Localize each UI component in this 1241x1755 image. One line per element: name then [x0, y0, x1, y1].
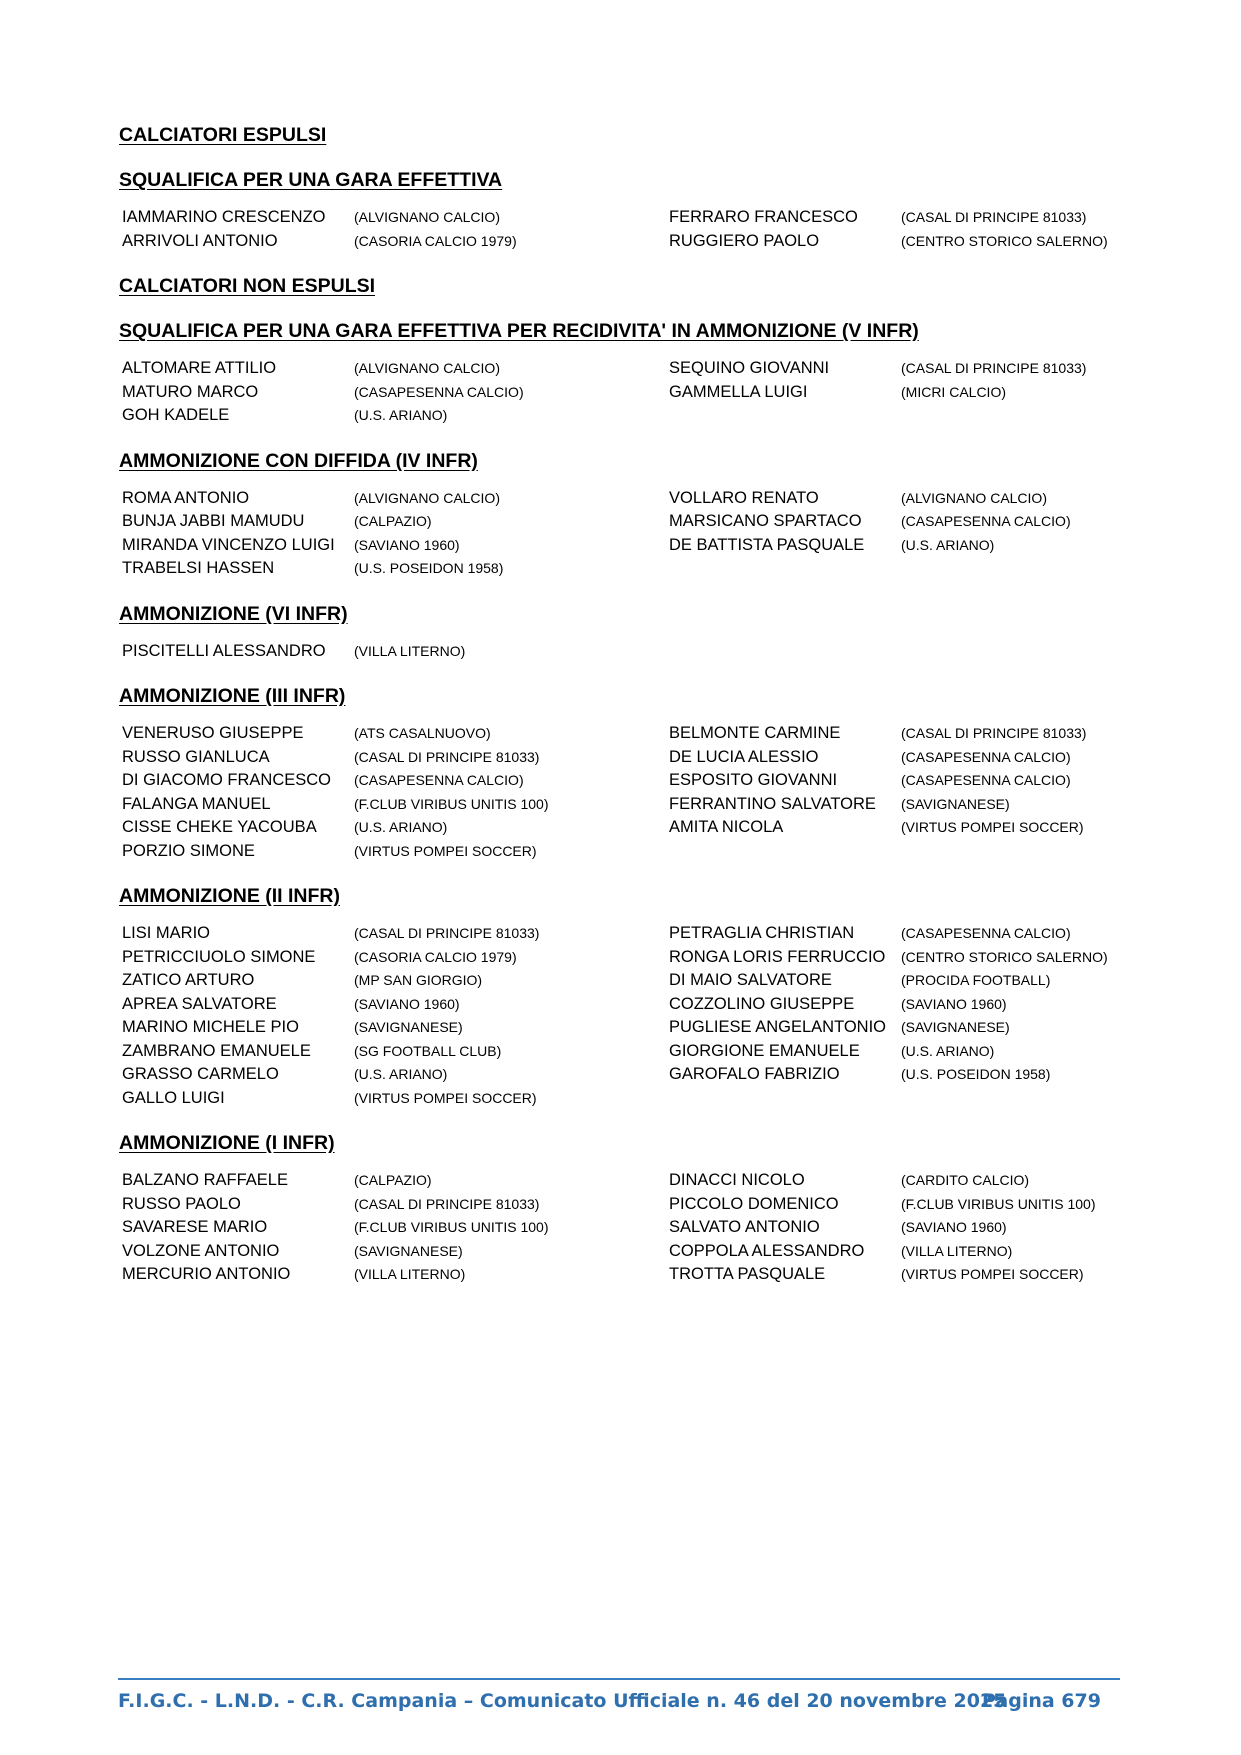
player-name: DI GIACOMO FRANCESCO: [122, 771, 332, 789]
document-body: [119, 123, 1119, 1308]
empty-cell: [669, 404, 901, 428]
player-club: (ALVIGNANO CALCIO): [354, 209, 500, 225]
player-name: MARINO MICHELE PIO: [122, 1018, 299, 1036]
player-club: (SG FOOTBALL CLUB): [354, 1042, 502, 1059]
footer-publication: F.I.G.C. - L.N.D. - C.R. Campania – Comunicato Ufficiale n. 46 del 20 novembre 2025: [118, 1690, 1007, 1712]
player-club: (CALPAZIO): [354, 513, 432, 529]
player-name: PISCITELLI ALESSANDRO: [122, 641, 326, 660]
player-club: (CASAL DI PRINCIPE 81033): [354, 748, 540, 765]
player-club: (ATS CASALNUOVO): [354, 725, 491, 741]
player-name: BELMONTE CARMINE: [669, 724, 841, 742]
player-club: (U.S. POSEIDON 1958): [354, 560, 504, 576]
page-number: Pagina 679: [982, 1690, 1101, 1712]
player-club: (CASAPESENNA CALCIO): [901, 513, 1071, 529]
player-club: (F.CLUB VIRIBUS UNITIS 100): [901, 1195, 1096, 1212]
player-name: MATURO MARCO: [122, 382, 259, 401]
player-name: DE BATTISTA PASQUALE: [669, 535, 865, 554]
player-name: RUSSO PAOLO: [122, 1194, 241, 1213]
player-name: SAVARESE MARIO: [122, 1218, 268, 1236]
player-club: (F.CLUB VIRIBUS UNITIS 100): [354, 1219, 549, 1235]
empty-cell: [901, 1087, 1122, 1111]
player-name: PETRICCIUOLO SIMONE: [122, 947, 316, 966]
player-club: (F.CLUB VIRIBUS UNITIS 100): [354, 795, 549, 812]
player-club: (VILLA LITERNO): [354, 642, 466, 659]
empty-cell: [901, 557, 1122, 581]
player-name: APREA SALVATORE: [122, 994, 277, 1013]
player-name: GIORGIONE EMANUELE: [669, 1041, 860, 1060]
player-club: (U.S. ARIANO): [354, 407, 448, 423]
player-name: ZAMBRANO EMANUELE: [122, 1041, 311, 1060]
player-club: (VILLA LITERNO): [901, 1242, 1013, 1259]
player-name: MIRANDA VINCENZO LUIGI: [122, 535, 335, 554]
player-club: (CASAPESENNA CALCIO): [354, 772, 524, 788]
player-club: (ALVIGNANO CALCIO): [354, 360, 500, 376]
player-club: (CASAPESENNA CALCIO): [354, 383, 524, 400]
subsection-heading: SQUALIFICA PER UNA GARA EFFETTIVA: [119, 169, 503, 191]
player-name: VENERUSO GIUSEPPE: [122, 724, 304, 742]
player-club: (SAVIANO 1960): [354, 995, 460, 1012]
player-club: (CASORIA CALCIO 1979): [354, 232, 517, 249]
player-club: (CASAL DI PRINCIPE 81033): [354, 1195, 540, 1212]
player-list: [122, 1169, 1119, 1287]
player-name: RONGA LORIS FERRUCCIO: [669, 947, 886, 966]
player-club: (VIRTUS POMPEI SOCCER): [354, 1089, 537, 1106]
subsection-heading: AMMONIZIONE (II INFR): [119, 885, 340, 907]
player-name: GRASSO CARMELO: [122, 1065, 279, 1083]
player-club: (SAVIGNANESE): [354, 1019, 463, 1035]
player-name: AMITA NICOLA: [669, 818, 784, 836]
player-name: PICCOLO DOMENICO: [669, 1194, 839, 1213]
subsection-heading: AMMONIZIONE (III INFR): [119, 685, 346, 707]
player-name: GALLO LUIGI: [122, 1088, 225, 1107]
empty-cell: [901, 840, 1122, 864]
player-name: FERRARO FRANCESCO: [669, 208, 858, 226]
player-list: [122, 357, 1119, 428]
player-name: ROMA ANTONIO: [122, 488, 250, 507]
player-club: (PROCIDA FOOTBALL): [901, 972, 1051, 988]
player-name: COPPOLA ALESSANDRO: [669, 1241, 865, 1260]
empty-cell: [901, 640, 1122, 664]
player-club: (ALVIGNANO CALCIO): [354, 489, 500, 506]
player-club: (U.S. ARIANO): [901, 536, 995, 553]
player-club: (MP SAN GIORGIO): [354, 972, 483, 988]
player-name: GAMMELLA LUIGI: [669, 382, 808, 401]
player-name: RUSSO GIANLUCA: [122, 747, 270, 766]
player-name: PETRAGLIA CHRISTIAN: [669, 924, 855, 942]
player-club: (CALPAZIO): [354, 1172, 432, 1188]
player-name: SALVATO ANTONIO: [669, 1218, 820, 1236]
empty-cell: [901, 404, 1122, 428]
empty-cell: [669, 1087, 901, 1111]
player-name: VOLLARO RENATO: [669, 488, 819, 507]
player-name: SEQUINO GIOVANNI: [669, 359, 830, 377]
player-club: (ALVIGNANO CALCIO): [901, 489, 1047, 506]
player-club: (U.S. ARIANO): [354, 1066, 448, 1082]
section-heading: CALCIATORI NON ESPULSI: [119, 275, 376, 297]
player-name: BUNJA JABBI MAMUDU: [122, 512, 305, 530]
player-club: (MICRI CALCIO): [901, 383, 1006, 400]
player-name: CISSE CHEKE YACOUBA: [122, 818, 317, 836]
player-club: (U.S. ARIANO): [901, 1042, 995, 1059]
page-footer: [118, 1688, 1120, 1714]
player-name: ALTOMARE ATTILIO: [122, 359, 277, 377]
section-heading: CALCIATORI ESPULSI: [119, 124, 327, 146]
empty-cell: [669, 640, 901, 664]
player-name: COZZOLINO GIUSEPPE: [669, 994, 855, 1013]
player-club: (U.S. ARIANO): [354, 819, 448, 835]
player-club: (VIRTUS POMPEI SOCCER): [354, 842, 537, 859]
player-list: [122, 640, 1119, 664]
player-club: (CENTRO STORICO SALERNO): [901, 948, 1108, 965]
footer-rule: [118, 1678, 1120, 1680]
player-name: BALZANO RAFFAELE: [122, 1171, 288, 1189]
player-club: (SAVIANO 1960): [354, 536, 460, 553]
player-name: MARSICANO SPARTACO: [669, 512, 862, 530]
player-club: (CARDITO CALCIO): [901, 1172, 1030, 1188]
player-name: MERCURIO ANTONIO: [122, 1265, 291, 1283]
player-list: [122, 922, 1119, 1110]
player-club: (SAVIANO 1960): [901, 1219, 1007, 1235]
player-name: GAROFALO FABRIZIO: [669, 1065, 840, 1083]
player-name: ZATICO ARTURO: [122, 971, 255, 989]
player-name: VOLZONE ANTONIO: [122, 1241, 280, 1260]
player-club: (CASORIA CALCIO 1979): [354, 948, 517, 965]
player-name: RUGGIERO PAOLO: [669, 231, 820, 250]
subsection-heading: AMMONIZIONE (I INFR): [119, 1132, 335, 1154]
player-club: (SAVIGNANESE): [901, 795, 1010, 812]
player-name: DE LUCIA ALESSIO: [669, 747, 819, 766]
player-name: IAMMARINO CRESCENZO: [122, 208, 326, 226]
player-name: PUGLIESE ANGELANTONIO: [669, 1018, 887, 1036]
player-club: (SAVIANO 1960): [901, 995, 1007, 1012]
player-name: TRABELSI HASSEN: [122, 559, 275, 577]
player-list: [122, 722, 1119, 863]
player-club: (CASAL DI PRINCIPE 81033): [901, 360, 1087, 376]
player-name: GOH KADELE: [122, 406, 230, 424]
subsection-heading: SQUALIFICA PER UNA GARA EFFETTIVA PER RECIDIVITA' IN AMMONIZIONE (V INFR): [119, 320, 919, 342]
player-name: PORZIO SIMONE: [122, 841, 255, 860]
player-club: (CASAL DI PRINCIPE 81033): [901, 725, 1087, 741]
player-name: TROTTA PASQUALE: [669, 1265, 826, 1283]
empty-cell: [669, 557, 901, 581]
player-club: (CASAPESENNA CALCIO): [901, 748, 1071, 765]
player-name: DINACCI NICOLO: [669, 1171, 805, 1189]
player-name: FERRANTINO SALVATORE: [669, 794, 876, 813]
player-club: (VIRTUS POMPEI SOCCER): [901, 819, 1084, 835]
player-club: (CASAL DI PRINCIPE 81033): [354, 925, 540, 941]
player-club: (VIRTUS POMPEI SOCCER): [901, 1266, 1084, 1282]
player-name: ARRIVOLI ANTONIO: [122, 231, 278, 250]
subsection-heading: AMMONIZIONE (VI INFR): [119, 602, 348, 625]
empty-cell: [669, 840, 901, 864]
player-name: FALANGA MANUEL: [122, 794, 271, 813]
player-name: DI MAIO SALVATORE: [669, 971, 832, 989]
player-list: [122, 487, 1119, 581]
player-name: ESPOSITO GIOVANNI: [669, 771, 838, 789]
player-name: LISI MARIO: [122, 924, 211, 942]
player-club: (SAVIGNANESE): [901, 1019, 1010, 1035]
player-club: (CENTRO STORICO SALERNO): [901, 232, 1108, 249]
subsection-heading: AMMONIZIONE CON DIFFIDA (IV INFR): [119, 449, 478, 472]
player-club: (U.S. POSEIDON 1958): [901, 1066, 1051, 1082]
player-club: (CASAPESENNA CALCIO): [901, 772, 1071, 788]
player-club: (CASAL DI PRINCIPE 81033): [901, 209, 1087, 225]
player-club: (VILLA LITERNO): [354, 1266, 466, 1282]
player-club: (CASAPESENNA CALCIO): [901, 925, 1071, 941]
player-club: (SAVIGNANESE): [354, 1242, 463, 1259]
player-list: [122, 206, 1119, 253]
